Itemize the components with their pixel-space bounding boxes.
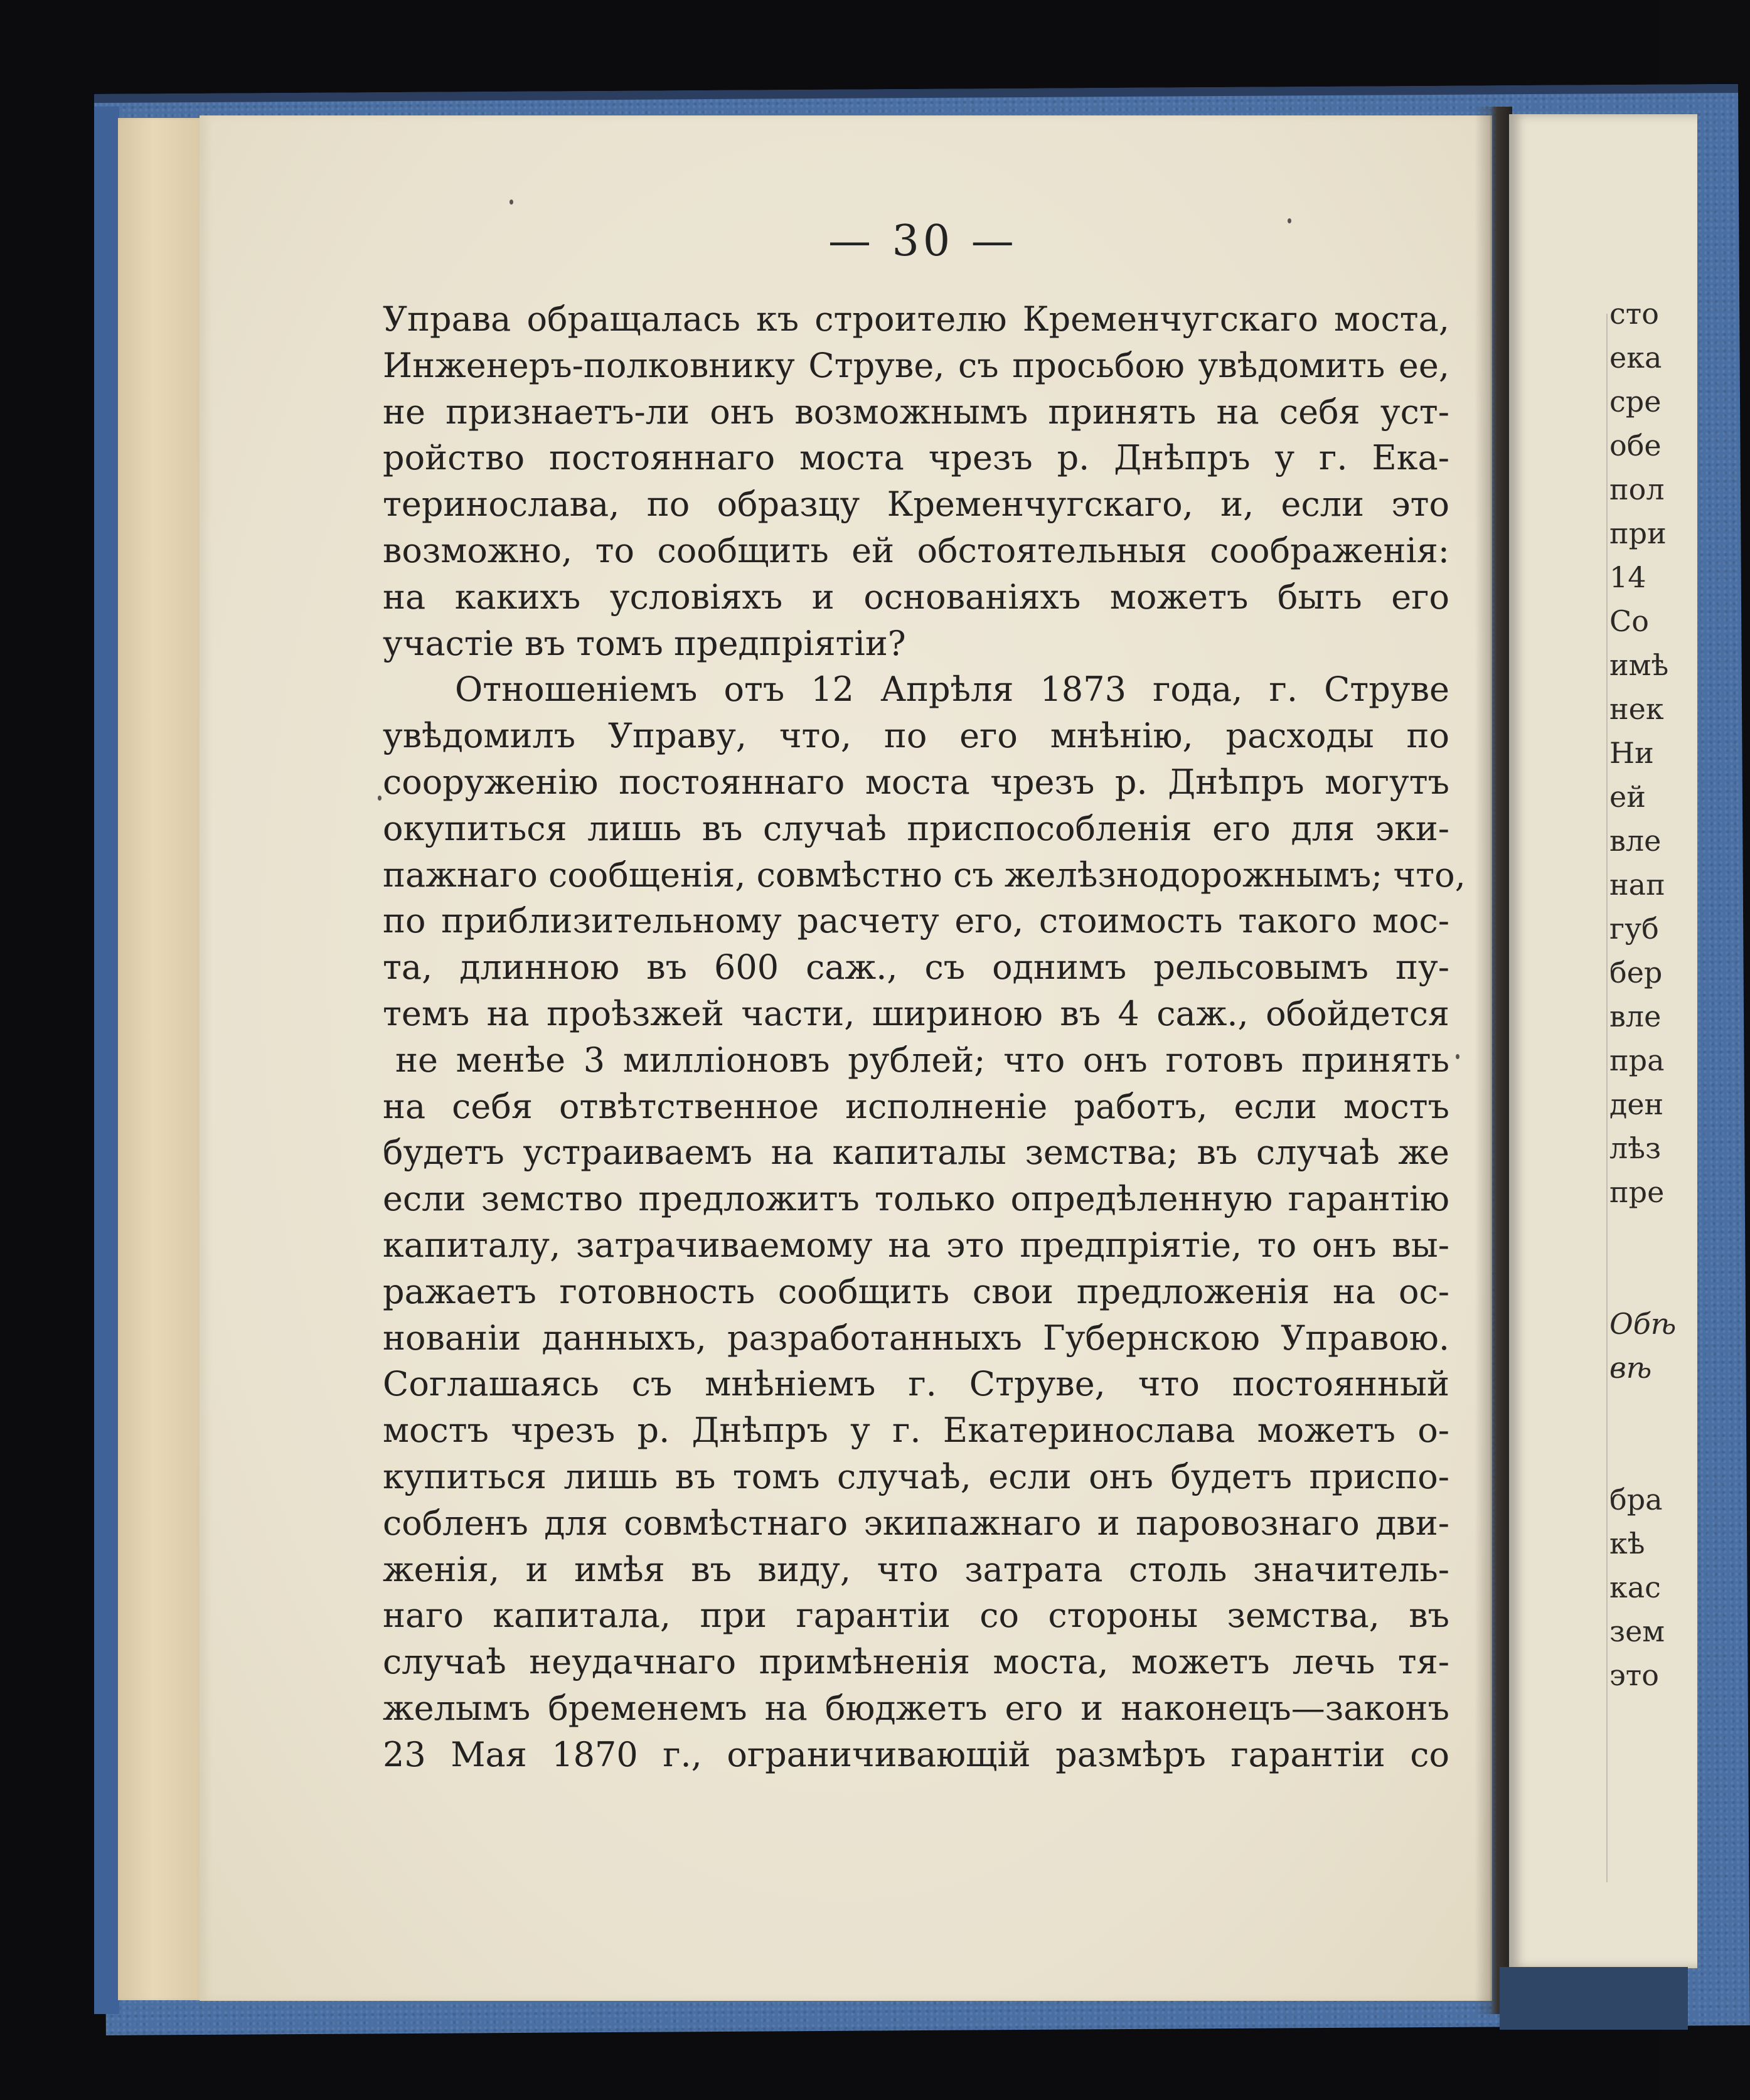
text-line: Соглашаясь съ мнѣніемъ г. Струве, что постоянный	[383, 1364, 1449, 1404]
facing-line: нек	[1609, 692, 1664, 726]
facing-line: Ни	[1609, 736, 1654, 770]
paper-speck	[510, 200, 513, 205]
text-line: окупиться лишь въ случаѣ приспособленія его для эки-	[383, 808, 1449, 848]
facing-line: пол	[1609, 472, 1665, 506]
text-line: сооруженію постояннаго моста чрезъ р. Днѣпръ могутъ	[383, 762, 1449, 802]
facing-line: вле	[1609, 999, 1662, 1033]
facing-line	[1609, 1434, 1685, 1478]
body-text	[383, 296, 1466, 1778]
text-line: 23 Мая 1870 г., ограничивающій размѣръ гарантіи со	[383, 1734, 1449, 1774]
facing-line: кѣ	[1609, 1527, 1645, 1560]
facing-line: нап	[1609, 868, 1665, 902]
text-line: будетъ устраиваемъ на капиталы земства; въ случаѣ же	[383, 1133, 1449, 1173]
facing-line: бра	[1609, 1483, 1663, 1516]
facing-line	[1609, 1390, 1685, 1434]
paper-speck	[1456, 1054, 1459, 1059]
facing-line	[1609, 1258, 1685, 1302]
text-line: увѣдомилъ Управу, что, по его мнѣнію, расходы по	[383, 716, 1449, 756]
facing-line: обе	[1609, 429, 1662, 462]
text-line: если земство предложитъ только опредѣленную гарантію	[383, 1179, 1449, 1219]
text-line: пажнаго сообщенія, совмѣстно съ желѣзнодорожнымъ; что,	[383, 855, 1466, 895]
facing-line	[1609, 1214, 1685, 1258]
right-cover-edge	[1500, 1967, 1688, 2030]
page-edges	[118, 118, 206, 2000]
text-line: женія, и имѣя въ виду, что затрата столь значитель-	[383, 1549, 1449, 1589]
text-line: участіе въ томъ предпріятіи?	[383, 623, 906, 663]
facing-line: при	[1609, 516, 1667, 550]
text-line: ройство постояннаго моста чрезъ р. Днѣпръ у г. Ека-	[383, 438, 1449, 478]
paper-speck	[1288, 218, 1291, 223]
book-gutter	[1475, 107, 1512, 2014]
right-page-bleed-line	[1606, 314, 1608, 1882]
facing-line: кас	[1609, 1570, 1661, 1604]
text-line: желымъ бременемъ на бюджетъ его и наконецъ—законъ	[383, 1688, 1449, 1728]
facing-line: пре	[1609, 1175, 1665, 1209]
facing-line: лѣз	[1609, 1131, 1662, 1165]
text-line: мостъ чрезъ р. Днѣпръ у г. Екатеринослава можетъ о-	[383, 1410, 1449, 1451]
paper-speck	[378, 796, 381, 801]
text-line: не признаетъ-ли онъ возможнымъ принять на себя уст-	[383, 392, 1449, 432]
facing-line: Со	[1609, 604, 1649, 638]
text-line: Управа обращалась къ строителю Кременчугскаго моста,	[383, 299, 1449, 339]
book-cover-edge	[94, 107, 119, 2014]
text-line: наго капитала, при гарантіи со стороны земства, въ	[383, 1596, 1449, 1636]
text-line: та, длинною въ 600 саж., съ однимъ рельсовымъ пу-	[383, 947, 1449, 988]
text-line: темъ на проѣзжей части, шириною въ 4 саж., обойдется	[383, 993, 1449, 1033]
text-line: ражаетъ готовность сообщить свои предложенія на ос-	[383, 1271, 1449, 1311]
text-line: на какихъ условіяхъ и основаніяхъ можетъ быть его	[383, 577, 1449, 617]
facing-line: 14	[1609, 560, 1646, 594]
text-line: капиталу, затрачиваемому на это предпріятіе, то онъ вы-	[383, 1225, 1449, 1265]
text-line: по приблизительному расчету его, стоимость такого мос-	[383, 901, 1449, 941]
text-line: случаѣ неудачнаго примѣненія моста, можетъ лечь тя-	[383, 1642, 1449, 1682]
text-line: на себя отвѣтственное исполненіе работъ, если мостъ	[383, 1086, 1449, 1126]
facing-line: ека	[1609, 341, 1662, 375]
text-line: теринослава, по образцу Кременчугскаго, и, если это	[383, 484, 1449, 525]
facing-line: бер	[1609, 956, 1663, 989]
facing-line: имѣ	[1609, 648, 1669, 682]
text-line: Инженеръ-полковнику Струве, съ просьбою увѣдомить ее,	[383, 345, 1449, 385]
text-line: не менѣе 3 милліоновъ рублей; что онъ готовъ принять	[395, 1040, 1449, 1080]
facing-line: ден	[1609, 1087, 1664, 1121]
text-line: купиться лишь въ томъ случаѣ, если онъ будетъ приспо-	[383, 1456, 1449, 1496]
facing-line: зем	[1609, 1614, 1665, 1648]
facing-page-text	[1609, 292, 1685, 1697]
text-line: Отношеніемъ отъ 12 Апрѣля 1873 года, г. Струве	[455, 669, 1449, 710]
text-line: возможно, то сообщить ей обстоятельныя соображенія:	[383, 530, 1449, 570]
facing-line: губ	[1609, 912, 1659, 946]
facing-line: сто	[1609, 297, 1659, 331]
page-number: — 30 —	[828, 216, 1018, 266]
facing-line: Обѣ	[1609, 1307, 1677, 1341]
text-line: собленъ для совмѣстнаго экипажнаго и паровознаго дви-	[383, 1503, 1449, 1543]
facing-line: сре	[1609, 385, 1662, 418]
facing-line: ей	[1609, 780, 1646, 814]
facing-line: это	[1609, 1658, 1659, 1692]
facing-line: пра	[1609, 1043, 1665, 1077]
facing-line: вле	[1609, 824, 1662, 858]
facing-line: вѣ	[1609, 1351, 1652, 1385]
text-line: нованіи данныхъ, разработанныхъ Губернскою Управою.	[383, 1318, 1449, 1358]
